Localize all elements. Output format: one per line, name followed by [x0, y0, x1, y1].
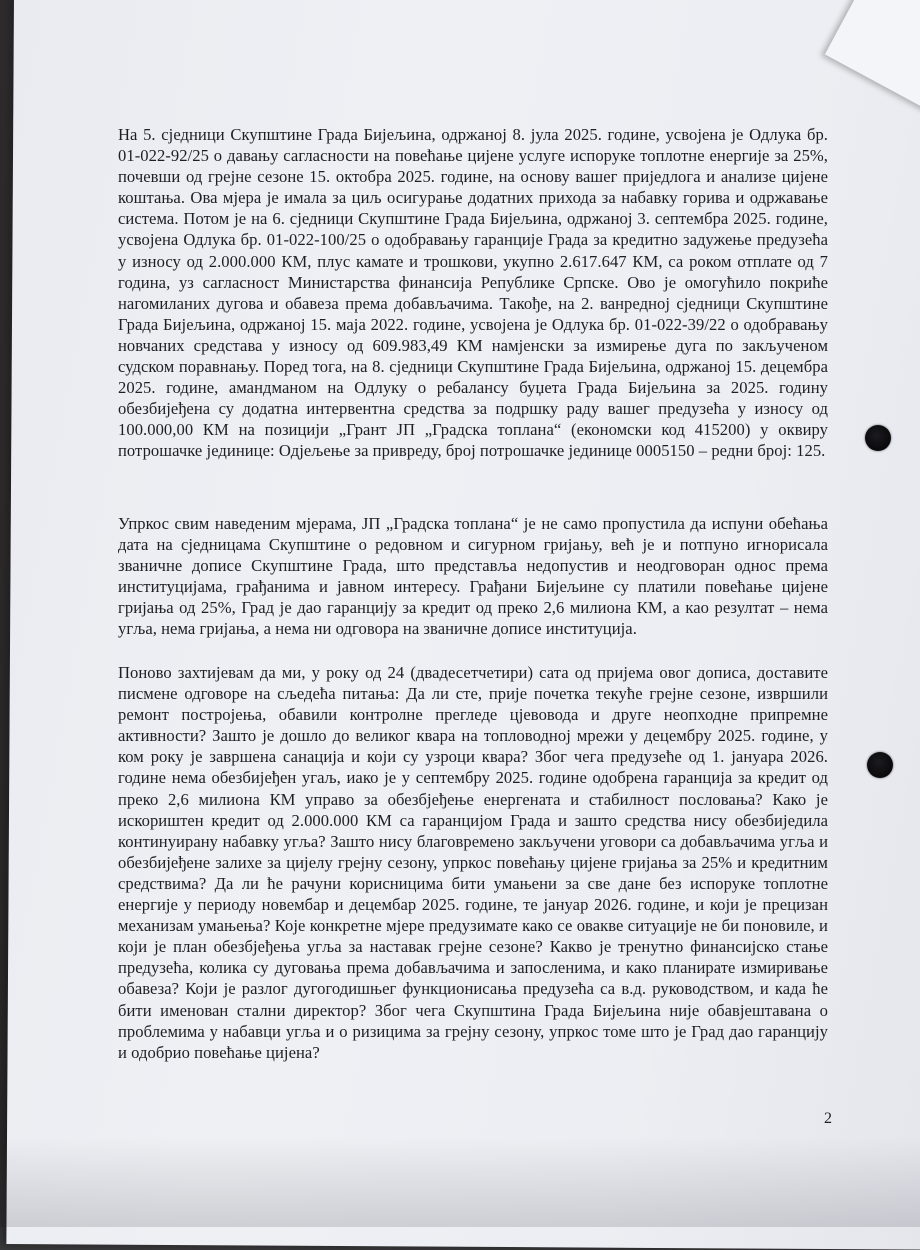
punch-hole-icon — [867, 752, 893, 778]
paragraph-1: На 5. сједници Скупштине Града Бијељина, одржаној 8. јула 2025. године, усвојена је Одлука бр. 01-022-92/25 о давању сагласности на повећање цијене услуге испоруке топлотне енергије за 25%, почевши од грејне сезоне 15. октобра 2025. године, на основу вашег приједлога и анализе цијене коштања. Ова мјера је имала за циљ осигурање додатних прихода за набавку горива и одржавање система. Потом је на 6. сједници Скупштине Града Бијељина, одржаној 3. септембра 2025. године, усвојена Одлука бр. 01-022-100/25 о одобравању гаранције Града за кредитно задужење предузећа у износу од 2.000.000 КМ, плус камате и трошкови, укупно 2.617.647 КМ, са роком отплате од 7 година, уз сагласност Министарства финансија Републике Српске. Ово је омогућило покриће нагомиланих дугова и обавеза према добављачима. Такође, на 2. ванредној сједници Скупштине Града Бијељина, одржаној 15. маја 2022. године, усвојена је Одлука бр. 01-022-39/22 о одобравању новчаних средстава у износу од 609.983,49 КМ намјенски за измирење дуга по закљученом судском поравнању. Поред тога, на 8. сједници Скупштине Града Бијељина, одржаној 15. децембра 2025. године, амандманом на Одлуку о ребалансу буџета Града Бијељина за 2025. годину обезбијеђена су додатна интервентна средства за подршку раду вашег предузећа у износу од 100.000,00 КМ на позицији „Грант ЈП „Градска топлана“ (економски код 415200) у оквиру потрошачке јединице: Одјељење за привреду, број потрошачке јединице 0005150 – редни број: 125. — [118, 125, 828, 461]
paragraph-2: Упркос свим наведеним мјерама, ЈП „Градска топлана“ је не само пропустила да испуни обећања дата на сједницама Скупштине о редовном и сигурном гријању, већ је и потпуно игнорисала званичне дописе Скупштине Града, што представља недопустив и неодговоран однос према институцијама, грађанима и јавном интересу. Грађани Бијељине су платили повећање цијене гријања од 25%, Град је дао гаранцију за кредит од преко 2,6 милиона КМ, а као резултат – нема угља, нема гријања, а нема ни одговора на званичне дописе институција. — [118, 514, 828, 639]
page-number: 2 — [824, 1110, 832, 1127]
folded-corner — [825, 0, 920, 111]
paragraph-3: Поново захтијевам да ми, у року од 24 (двадесетчетири) сата од пријема овог дописа, доставите писмене одговоре на сљедећа питања: Да ли сте, прије почетка текуће грејне сезоне, извршили ремонт постројења, обавили контролне прегледе цјевовода и друге неопходне припремне активности? Зашто је дошло до великог квара на топловодној мрежи у децембру 2025. године, у ком року је завршена санација и који су узроци квара? Због чега предузеће од 1. јануара 2026. године нема обезбијеђен угаљ, иако је у септембру 2025. године одобрена гаранција за кредит од преко 2,6 милиона КМ управо за обезбјеђење енергената и стабилност пословања? Како је искориштен кредит од 2.000.000 КМ са гаранцијом Града и зашто средства нису обезбиједила континуирану набавку угља? Зашто нису благовремено закључени уговори са добављачима угља и обезбијеђене залихе за цијелу грејну сезону, упркос повећању цијене гријања за 25% и кредитним средствима? Да ли ће рачуни корисницима бити умањени за све дане без испоруке топлотне енергије у периоду новембар и децембар 2025. године, те јануар 2026. године, и који је прецизан механизам умањења? Које конкретне мјере предузимате како се овакве ситуације не би поновиле, и који је план обезбјеђења угља за наставак грејне сезоне? Какво је тренутно финансијско стање предузећа, колика су дуговања према добављачима и запосленима, и како планирате измиривање обавеза? Који је разлог дугогодишњег функционисања предузећа са в.д. руководством, и када ће бити именован стални директор? Због чега Скупштина Града Бијељина није обавјештавана о проблемима у набавци угља и о ризицима за грејну сезону, упркос томе што је Град дао гаранцију и одобрио повећање цијена? — [118, 663, 828, 1062]
punch-hole-icon — [865, 425, 891, 451]
